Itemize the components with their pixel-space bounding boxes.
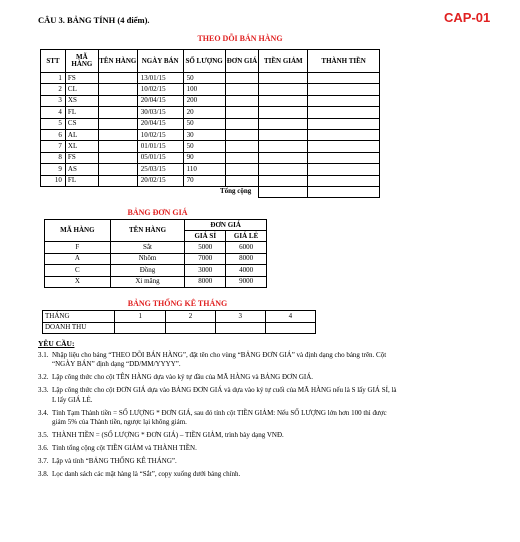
cell-ma-hang: A bbox=[45, 253, 111, 265]
cell-don-gia bbox=[225, 141, 259, 152]
cell-thanh-tien bbox=[308, 107, 380, 118]
cell-ngay-ban: 25/03/15 bbox=[137, 164, 183, 175]
cell-revenue bbox=[215, 322, 265, 334]
item-number: 3.2. bbox=[38, 373, 49, 382]
cell-tien-giam bbox=[259, 152, 308, 163]
cell-revenue bbox=[166, 322, 215, 334]
row-label-thang: THÁNG bbox=[43, 311, 115, 323]
cell-ten-hang: Nhôm bbox=[110, 253, 185, 265]
cell-thanh-tien bbox=[308, 129, 380, 140]
cell-ngay-ban: 10/02/15 bbox=[137, 129, 183, 140]
item-number: 3.5. bbox=[38, 431, 49, 440]
cell-stt: 9 bbox=[41, 164, 66, 175]
cell-so-luong: 30 bbox=[183, 129, 225, 140]
cell-gia-le: 6000 bbox=[226, 242, 267, 254]
cell-month: 1 bbox=[115, 311, 166, 323]
cell-ngay-ban: 05/01/15 bbox=[137, 152, 183, 163]
price-table-header bbox=[45, 220, 267, 231]
cell-gia-le: 4000 bbox=[226, 265, 267, 277]
cell-revenue bbox=[115, 322, 166, 334]
total-spacer bbox=[41, 186, 226, 197]
table-row bbox=[41, 141, 380, 152]
cell-don-gia bbox=[225, 164, 259, 175]
cell-tien-giam bbox=[259, 175, 308, 186]
header-stt: STT bbox=[41, 50, 66, 73]
table-row bbox=[41, 73, 380, 84]
cell-stt: 6 bbox=[41, 129, 66, 140]
cell-gia-si: 7000 bbox=[185, 253, 226, 265]
cell-ten-hang bbox=[98, 175, 137, 186]
cell-don-gia bbox=[225, 84, 259, 95]
cell-ten-hang bbox=[98, 118, 137, 129]
table-row bbox=[45, 265, 267, 277]
cell-so-luong: 50 bbox=[183, 141, 225, 152]
list-item bbox=[38, 409, 398, 428]
header-don-gia: ĐƠN GIÁ bbox=[185, 220, 267, 231]
cell-ten-hang bbox=[98, 95, 137, 106]
table-row bbox=[45, 242, 267, 254]
question-title: CÂU 3. BẢNG TÍNH (4 điểm). bbox=[38, 15, 150, 25]
cell-so-luong: 100 bbox=[183, 84, 225, 95]
header-gia-si: GIÁ SỈ bbox=[185, 231, 226, 242]
cell-revenue bbox=[265, 322, 315, 334]
cell-gia-si: 3000 bbox=[185, 265, 226, 277]
cell-ngay-ban: 20/04/15 bbox=[137, 118, 183, 129]
cell-thanh-tien bbox=[308, 141, 380, 152]
cell-ma-hang: FS bbox=[65, 152, 98, 163]
cell-ma-hang: FS bbox=[65, 73, 98, 84]
cell-so-luong: 110 bbox=[183, 164, 225, 175]
list-item bbox=[38, 351, 398, 370]
cell-don-gia bbox=[225, 73, 259, 84]
table-row bbox=[41, 164, 380, 175]
table-row bbox=[45, 253, 267, 265]
requirements-list bbox=[38, 351, 398, 479]
cell-don-gia bbox=[225, 95, 259, 106]
cell-thanh-tien bbox=[308, 95, 380, 106]
cell-so-luong: 20 bbox=[183, 107, 225, 118]
header-so-luong: SỐ LƯỢNG bbox=[183, 50, 225, 73]
header-ma-hang: MÃ HÀNG bbox=[65, 50, 98, 73]
header-ten-hang: TÊN HÀNG bbox=[98, 50, 137, 73]
cell-ma-hang: X bbox=[45, 276, 111, 288]
cell-thanh-tien bbox=[308, 164, 380, 175]
cell-tien-giam bbox=[259, 129, 308, 140]
header-ngay-ban: NGÀY BÁN bbox=[137, 50, 183, 73]
cell-ma-hang: AL bbox=[65, 129, 98, 140]
list-item bbox=[38, 386, 398, 405]
cell-stt: 7 bbox=[41, 141, 66, 152]
cell-ngay-ban: 13/01/15 bbox=[137, 73, 183, 84]
monthly-stats-title: BẢNG THỐNG KÊ THÁNG bbox=[127, 299, 228, 308]
cell-tien-giam bbox=[259, 95, 308, 106]
table-row bbox=[43, 311, 316, 323]
header-ten-hang: TÊN HÀNG bbox=[110, 220, 185, 242]
item-text: Lập công thức cho cột TÊN HÀNG dựa vào ký tự đầu của MÃ HÀNG và BẢNG ĐƠN GIÁ. bbox=[52, 373, 314, 382]
cell-ngay-ban: 20/04/15 bbox=[137, 95, 183, 106]
cell-stt: 3 bbox=[41, 95, 66, 106]
cell-thanh-tien bbox=[308, 152, 380, 163]
cell-ten-hang bbox=[98, 129, 137, 140]
cell-ngay-ban: 01/01/15 bbox=[137, 141, 183, 152]
cell-gia-si: 5000 bbox=[185, 242, 226, 254]
item-text: Lập và tính “BẢNG THỐNG KÊ THÁNG”. bbox=[52, 456, 177, 465]
item-number: 3.4. bbox=[38, 408, 49, 417]
header-don-gia: ĐƠN GIÁ bbox=[225, 50, 259, 73]
item-text: Nhập liệu cho bảng “THEO DÕI BÁN HÀNG”, đặt tên cho vùng “BẢNG ĐƠN GIÁ” và định dạng cho bảng trên. Cột “NGÀY BÁN” định dạng “DD/MM/YYYY”. bbox=[52, 351, 387, 369]
cell-so-luong: 200 bbox=[183, 95, 225, 106]
item-text: Lọc danh sách các mặt hàng là “Sắt”, copy xuống dưới bảng chính. bbox=[52, 469, 241, 478]
item-text: THÀNH TIỀN = (SỐ LƯỢNG * ĐƠN GIÁ) – TIỀN GIẢM, trình bày dạng VNĐ. bbox=[52, 431, 284, 440]
price-table-title: BẢNG ĐƠN GIÁ bbox=[127, 208, 188, 217]
item-number: 3.1. bbox=[38, 351, 49, 359]
cell-ngay-ban: 10/02/15 bbox=[137, 84, 183, 95]
cell-ten-hang: Đồng bbox=[110, 265, 185, 277]
cell-stt: 1 bbox=[41, 73, 66, 84]
cell-thanh-tien bbox=[308, 84, 380, 95]
requirements-section bbox=[38, 339, 398, 483]
cell-ma-hang: C bbox=[45, 265, 111, 277]
cell-don-gia bbox=[225, 175, 259, 186]
price-table bbox=[44, 219, 267, 288]
cell-ten-hang bbox=[98, 107, 137, 118]
cell-stt: 2 bbox=[41, 84, 66, 95]
cell-ma-hang: FL bbox=[65, 107, 98, 118]
sales-table bbox=[40, 49, 380, 198]
item-text: Tính Tạm Thành tiền = SỐ LƯỢNG * ĐƠN GIÁ, sau đó tính cột TIỀN GIẢM: Nếu SỐ LƯỢNG lớn hơn 100 thì được giảm 5% của Thành tiền, ngược lại không giảm. bbox=[52, 408, 387, 427]
cell-ma-hang: AS bbox=[65, 164, 98, 175]
table-row bbox=[41, 107, 380, 118]
sales-table-header bbox=[41, 50, 380, 73]
cell-so-luong: 90 bbox=[183, 152, 225, 163]
cell-ten-hang: Xi măng bbox=[110, 276, 185, 288]
table-row bbox=[41, 95, 380, 106]
list-item bbox=[38, 444, 398, 453]
cell-ngay-ban: 30/03/15 bbox=[137, 107, 183, 118]
header-tien-giam: TIỀN GIẢM bbox=[259, 50, 308, 73]
table-row bbox=[41, 152, 380, 163]
header-gia-le: GIÁ LẺ bbox=[226, 231, 267, 242]
cell-tien-giam bbox=[259, 73, 308, 84]
total-label: Tổng cộng bbox=[220, 187, 252, 195]
cell-thanh-tien bbox=[308, 175, 380, 186]
row-label-doanh-thu: DOANH THU bbox=[43, 322, 115, 334]
header-ma-hang: MÃ HÀNG bbox=[45, 220, 111, 242]
cell-ten-hang bbox=[98, 164, 137, 175]
item-number: 3.7. bbox=[38, 456, 49, 465]
cell-tien-giam bbox=[259, 164, 308, 175]
cell-stt: 5 bbox=[41, 118, 66, 129]
cell-ten-hang bbox=[98, 152, 137, 163]
table-row bbox=[45, 276, 267, 288]
table-row bbox=[41, 84, 380, 95]
item-number: 3.3. bbox=[38, 386, 49, 395]
cell-ten-hang bbox=[98, 141, 137, 152]
cell-gia-le: 9000 bbox=[226, 276, 267, 288]
cell-ten-hang bbox=[98, 73, 137, 84]
table-row bbox=[41, 118, 380, 129]
list-item bbox=[38, 431, 398, 440]
total-row bbox=[41, 186, 380, 197]
cell-ten-hang bbox=[98, 84, 137, 95]
cell-gia-le: 8000 bbox=[226, 253, 267, 265]
cell-don-gia bbox=[225, 152, 259, 163]
cell-stt: 4 bbox=[41, 107, 66, 118]
cell-ma-hang: CL bbox=[65, 84, 98, 95]
item-text: Tính tổng cộng cột TIỀN GIẢM và THÀNH TIỀN. bbox=[52, 444, 197, 452]
cell-tien-giam bbox=[259, 84, 308, 95]
cell-month: 2 bbox=[166, 311, 215, 323]
item-text: Lập công thức cho cột ĐƠN GIÁ dựa vào BẢNG ĐƠN GIÁ và dựa vào ký tự cuối của MÃ HÀNG nếu là S lấy GIÁ SỈ, là L lấy GIÁ LẺ. bbox=[52, 386, 397, 404]
item-number: 3.8. bbox=[38, 469, 49, 478]
cell-ten-hang: Sắt bbox=[110, 242, 185, 254]
table-row bbox=[41, 175, 380, 186]
cell-tien-giam bbox=[259, 118, 308, 129]
cell-tien-giam bbox=[259, 107, 308, 118]
cell-so-luong: 50 bbox=[183, 73, 225, 84]
table-row bbox=[41, 129, 380, 140]
total-tien-giam bbox=[259, 186, 308, 197]
cell-tien-giam bbox=[259, 141, 308, 152]
cell-thanh-tien bbox=[308, 73, 380, 84]
cell-ma-hang: XS bbox=[65, 95, 98, 106]
cell-so-luong: 50 bbox=[183, 118, 225, 129]
cell-thanh-tien bbox=[308, 118, 380, 129]
table-row bbox=[43, 322, 316, 334]
cell-month: 4 bbox=[265, 311, 315, 323]
list-item bbox=[38, 470, 398, 479]
requirements-heading: YÊU CẦU: bbox=[38, 339, 75, 348]
cell-gia-si: 8000 bbox=[185, 276, 226, 288]
cell-don-gia bbox=[225, 107, 259, 118]
total-thanh-tien bbox=[308, 186, 380, 197]
item-number: 3.6. bbox=[38, 444, 49, 452]
list-item bbox=[38, 457, 398, 466]
monthly-stats-table bbox=[42, 310, 316, 334]
cell-don-gia bbox=[225, 118, 259, 129]
list-item bbox=[38, 373, 398, 382]
cell-stt: 8 bbox=[41, 152, 66, 163]
cell-don-gia bbox=[225, 129, 259, 140]
sales-table-title: THEO DÕI BÁN HÀNG bbox=[197, 34, 283, 43]
cell-ngay-ban: 20/02/15 bbox=[137, 175, 183, 186]
cell-ma-hang: FL bbox=[65, 175, 98, 186]
cell-month: 3 bbox=[215, 311, 265, 323]
cell-so-luong: 70 bbox=[183, 175, 225, 186]
cell-ma-hang: CS bbox=[65, 118, 98, 129]
cell-ma-hang: F bbox=[45, 242, 111, 254]
exam-code: CAP-01 bbox=[444, 10, 491, 25]
cell-stt: 10 bbox=[41, 175, 66, 186]
cell-ma-hang: XL bbox=[65, 141, 98, 152]
header-thanh-tien: THÀNH TIỀN bbox=[308, 50, 380, 73]
